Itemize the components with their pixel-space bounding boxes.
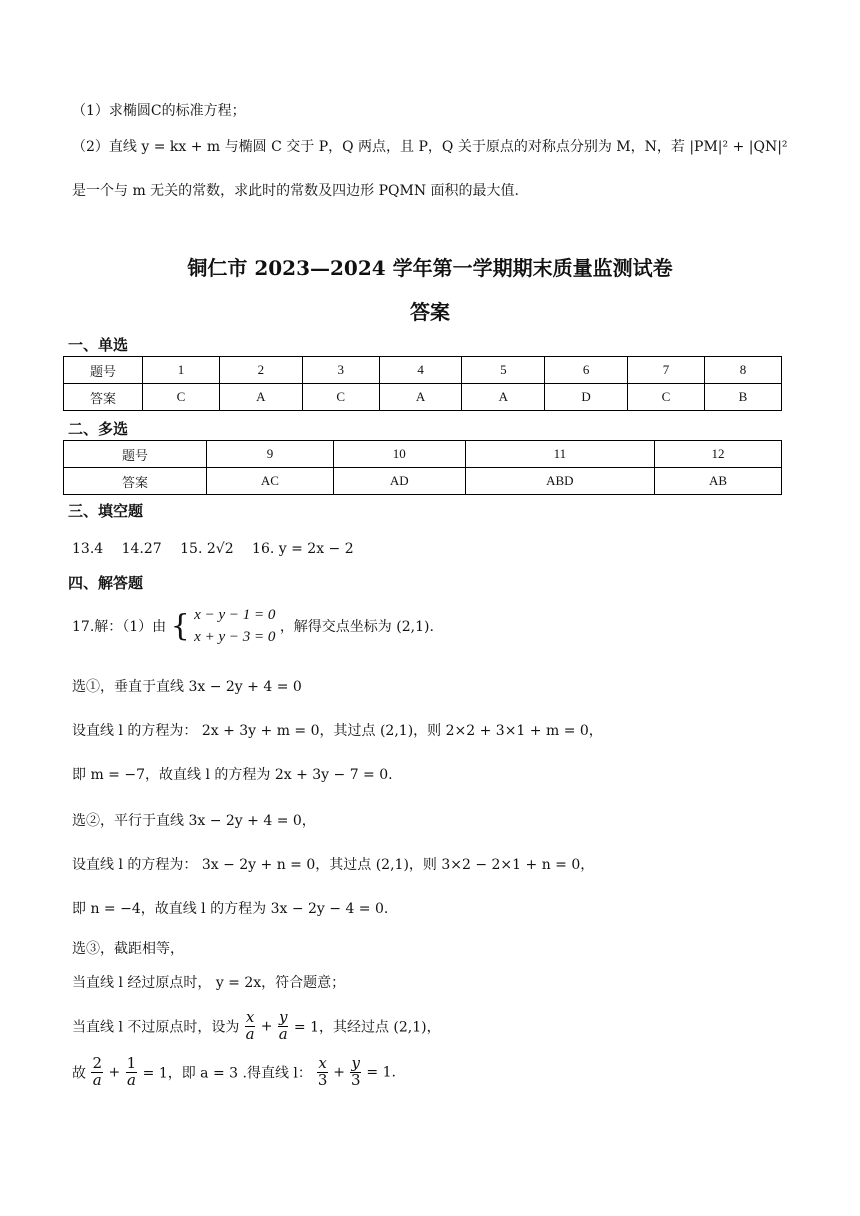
fraction-1-over-a: $\frac{1}{a}$ — [126, 1054, 137, 1089]
table-cell: A — [462, 384, 545, 411]
table-cell: C — [143, 384, 220, 411]
table-cell: AB — [655, 468, 782, 495]
table-cell: 6 — [545, 357, 628, 384]
table-cell: A — [379, 384, 462, 411]
table-cell: ABD — [465, 468, 654, 495]
section-multi-choice: 二、多选 — [68, 420, 129, 438]
single-choice-table — [63, 356, 782, 411]
page-title: 铜仁市 2023—2024 学年第一学期期末质量监测试卷 — [187, 256, 673, 280]
table-cell: 8 — [704, 357, 781, 384]
table-cell: D — [545, 384, 628, 411]
table-cell: 10 — [333, 441, 465, 468]
choice1-line2: 即 m = −7，故直线 l 的方程为 2x + 3y − 7 = 0. — [72, 767, 393, 783]
table-row — [64, 468, 782, 495]
table-cell: 7 — [627, 357, 704, 384]
section-solutions: 四、解答题 — [68, 574, 144, 592]
table-row — [64, 357, 782, 384]
choice2-line2: 即 n = −4，故直线 l 的方程为 3x − 2y − 4 = 0. — [72, 901, 389, 917]
choice3-title: 选③，截距相等， — [72, 941, 184, 957]
choice1-title: 选①，垂直于直线 3x − 2y + 4 = 0 — [72, 679, 302, 695]
choice3-line2: 当直线 l 不过原点时，设为 $\frac{x}{a}$ + $\frac{y}{a}$ = 1，其经过点 (2,1)， — [72, 1008, 441, 1043]
choice1-line1: 设直线 l 的方程为： 2x + 3y + m = 0，其过点 (2,1)，则 2×2 + 3×1 + m = 0， — [72, 723, 603, 739]
multi-choice-table — [63, 440, 782, 495]
table-cell: B — [704, 384, 781, 411]
table-header-label: 题号 — [64, 357, 143, 384]
choice2-title: 选②，平行于直线 3x − 2y + 4 = 0， — [72, 813, 316, 829]
table-row — [64, 441, 782, 468]
table-cell: 9 — [207, 441, 334, 468]
fraction-x-over-a: $\frac{x}{a}$ — [245, 1008, 255, 1043]
table-answer-label: 答案 — [64, 384, 143, 411]
c3-line3-mid: = 1，即 a = 3 .得直线 l： — [142, 1065, 312, 1082]
fraction-x-over-3: $\frac{x}{3}$ — [317, 1054, 328, 1089]
fraction-2-over-a: $\frac{2}{a}$ — [92, 1054, 102, 1089]
table-cell: 4 — [379, 357, 462, 384]
fraction-y-over-a: $\frac{y}{a}$ — [278, 1008, 288, 1043]
table-cell: 5 — [462, 357, 545, 384]
table-cell: 3 — [302, 357, 379, 384]
table-cell: 12 — [655, 441, 782, 468]
table-cell: 11 — [465, 441, 654, 468]
choice3-line1: 当直线 l 经过原点时， y = 2x，符合题意； — [72, 975, 346, 991]
table-cell: AD — [333, 468, 465, 495]
table-cell: 1 — [143, 357, 220, 384]
table-cell: 2 — [220, 357, 303, 384]
section-fill-blank: 三、填空题 — [68, 502, 144, 520]
table-cell: C — [302, 384, 379, 411]
s17-eq2: x + y − 3 = 0 — [194, 629, 276, 645]
problem-part2a: （2）直线 y = kx + m 与椭圆 C 交于 P，Q 两点，且 P，Q 关于原点的对称点分别为 M，N，若 |PM|² + |QN|² — [72, 139, 788, 155]
table-header-label: 题号 — [64, 441, 207, 468]
table-answer-label: 答案 — [64, 468, 207, 495]
table-cell: C — [627, 384, 704, 411]
section-single-choice: 一、单选 — [68, 336, 129, 354]
c3-line2-post: = 1，其经过点 (2,1)， — [293, 1019, 441, 1036]
equation-system — [194, 604, 275, 648]
problem-part2b: 是一个与 m 无关的常数，求此时的常数及四边形 PQMN 面积的最大值. — [72, 183, 520, 199]
s17-eq1: x − y − 1 = 0 — [194, 607, 276, 623]
choice3-line3: 故 $\frac{2}{a}$ + $\frac{1}{a}$ = 1，即 a = 3 .得直线 l： $\frac{x}{3}$ + $\frac{y}{3}$ = 1. — [72, 1054, 396, 1089]
brace-icon: { — [170, 608, 190, 644]
c3-line3-post: = 1. — [366, 1064, 396, 1081]
choice2-line1: 设直线 l 的方程为： 3x − 2y + n = 0，其过点 (2,1)，则 3×2 − 2×1 + n = 0， — [72, 857, 595, 873]
table-row — [64, 384, 782, 411]
solution-17 — [72, 604, 434, 648]
page-subtitle: 答案 — [410, 300, 450, 324]
fraction-y-over-3: $\frac{y}{3}$ — [350, 1054, 361, 1089]
problem-part1: （1）求椭圆C的标准方程； — [72, 103, 246, 119]
table-cell: A — [220, 384, 303, 411]
fill-answers: 13.4 14.27 15. 2√2 16. y = 2x − 2 — [72, 541, 354, 557]
table-cell: AC — [207, 468, 334, 495]
s17-prefix: 17.解：（1）由 — [72, 619, 167, 635]
s17-suffix: ，解得交点坐标为 (2,1). — [279, 619, 434, 635]
c3-line3-pre: 故 — [72, 1065, 86, 1082]
c3-line2-pre: 当直线 l 不过原点时，设为 — [72, 1019, 240, 1036]
